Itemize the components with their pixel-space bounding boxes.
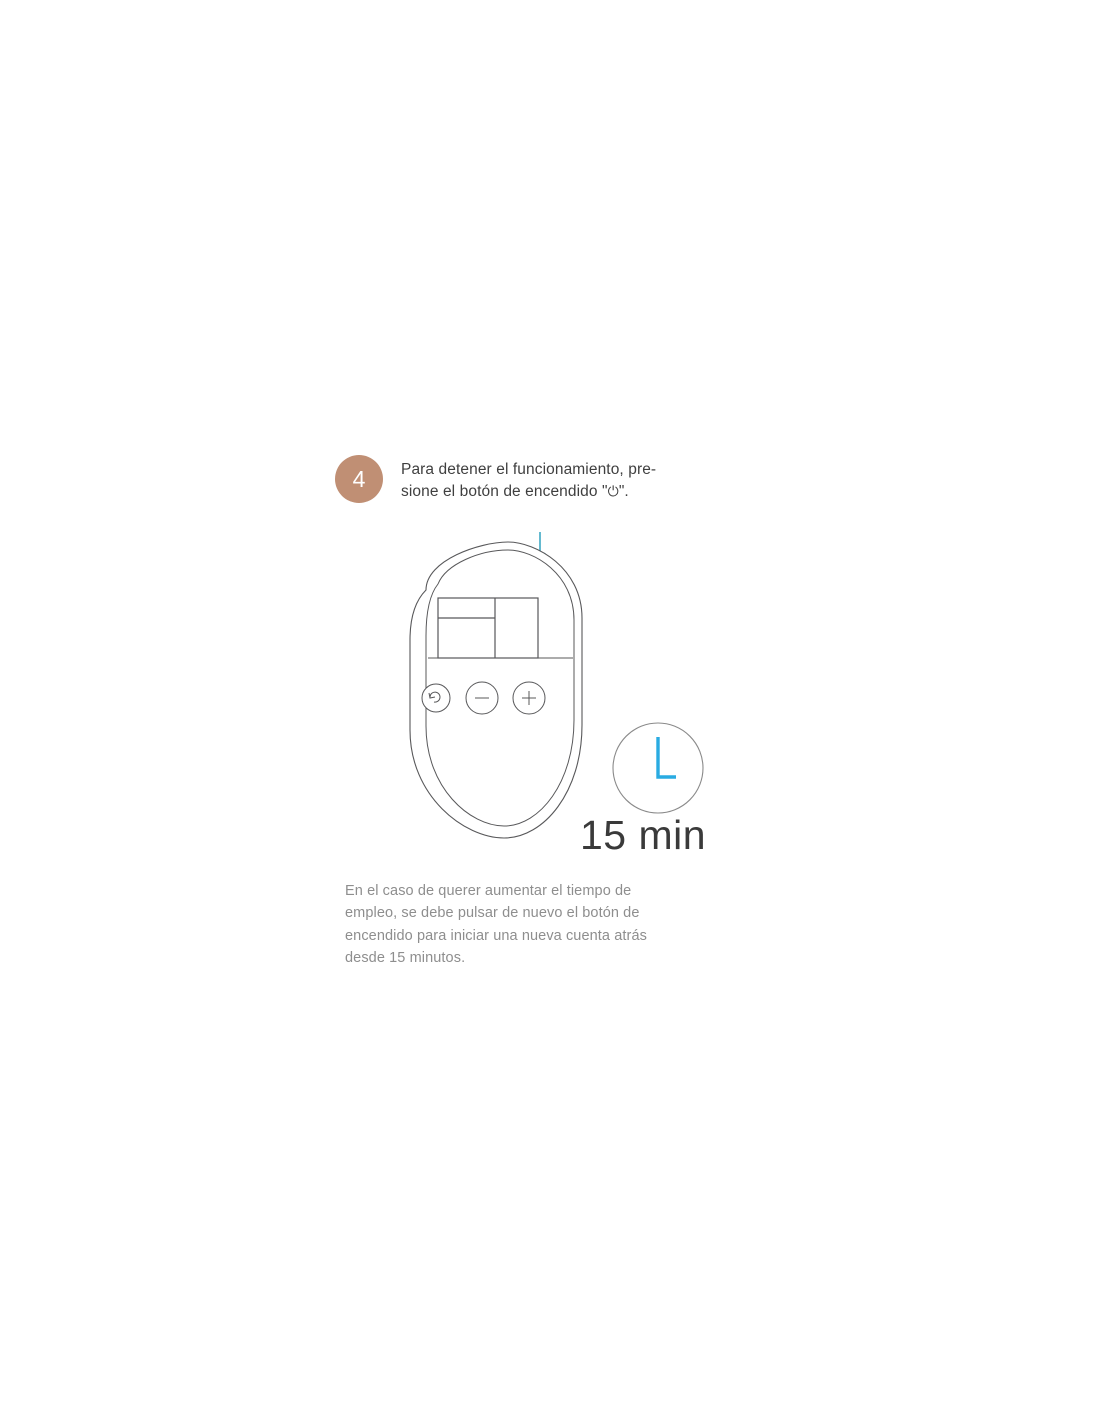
note-line-4: desde 15 minutos.	[345, 950, 466, 967]
step-block	[335, 455, 715, 503]
note-line-3: encendido para iniciar una nueva cuenta atrás	[345, 927, 647, 944]
step-instruction	[401, 455, 656, 503]
device-button-plus	[513, 682, 545, 714]
step-instruction-line2-prefix: sione el botón de encendido "	[401, 483, 608, 500]
power-icon: ⏻	[607, 483, 619, 499]
clock-icon	[605, 715, 715, 825]
time-label: 15 min	[580, 812, 707, 858]
step-instruction-line2-suffix: ".	[618, 483, 629, 500]
note-text	[345, 880, 705, 970]
note-line-1: En el caso de querer aumentar el tiempo de	[345, 883, 632, 899]
device-button-mode	[422, 684, 450, 712]
device-button-minus	[466, 682, 498, 714]
step-number-badge: 4	[335, 455, 383, 503]
step-instruction-line1: Para detener el funcionamiento, pre-	[401, 461, 657, 478]
note-line-2: empleo, se debe pulsar de nuevo el botón de	[345, 905, 640, 922]
device-screen	[438, 598, 538, 658]
